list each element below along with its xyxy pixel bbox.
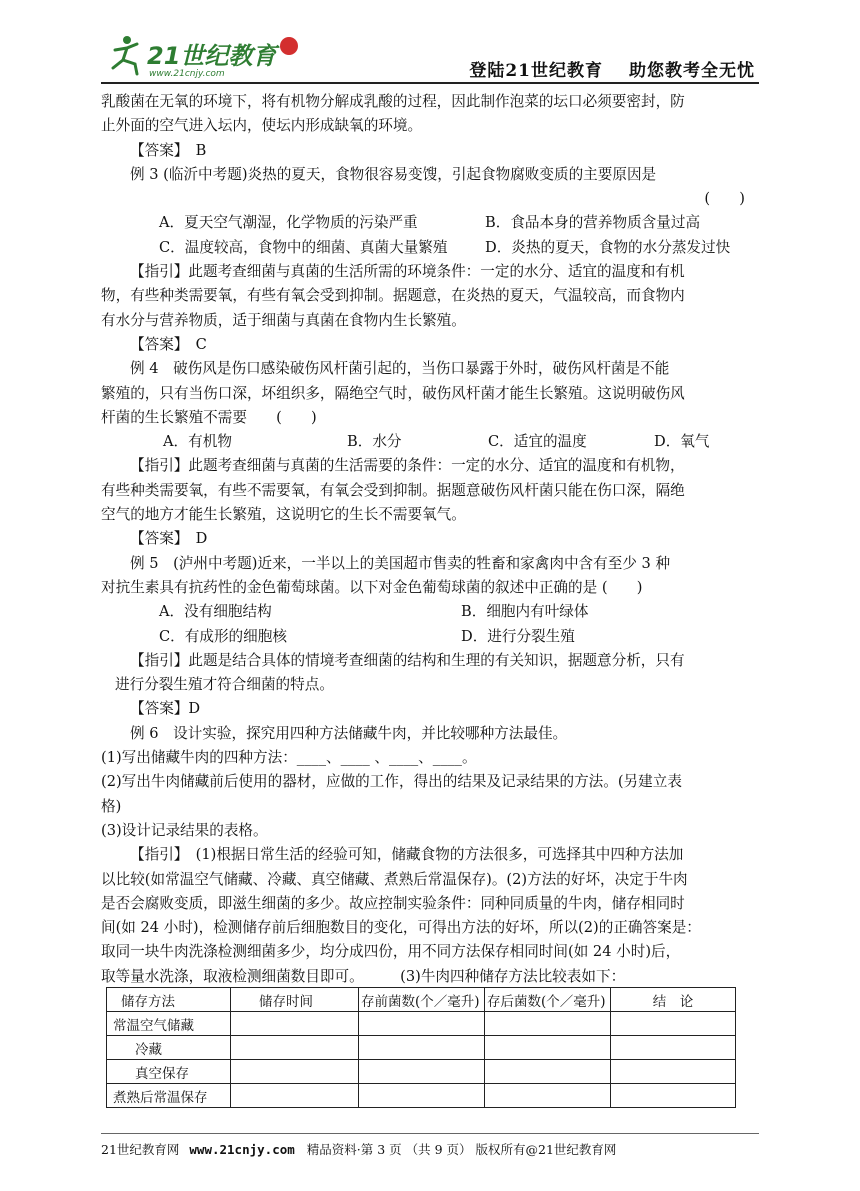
table-cell [485, 1012, 611, 1036]
text-line: (3)设计记录结果的表格。 [101, 821, 268, 839]
text-line: 繁殖的，只有当伤口深，坏组织多，隔绝空气时，破伤风杆菌才能生长繁殖。这说明破伤风 [101, 384, 685, 402]
hint-line: 【指引】此题考查细菌与真菌的生活所需的环境条件：一定的水分、适宜的温度和有机 [130, 263, 685, 281]
option: C．有成形的细胞核 [159, 627, 287, 645]
option: D．进行分裂生殖 [461, 627, 575, 645]
option: A．夏天空气潮湿，化学物质的污染严重 [159, 214, 418, 232]
table-cell [611, 1012, 736, 1036]
table-cell [231, 1060, 359, 1084]
table-cell [359, 1084, 485, 1108]
footer-site-link[interactable]: www.21cnjy.com [189, 1142, 295, 1157]
table-cell [359, 1012, 485, 1036]
table-header-cell: 储存方法 [107, 988, 231, 1012]
option-row [101, 625, 759, 649]
table-cell [231, 1036, 359, 1060]
logo-url: www.21cnjy.com [149, 69, 225, 79]
hint-line: 【指引】此题是结合具体的情境考查细菌的结构和生理的有关知识，据题意分析，只有 [130, 651, 685, 669]
option-row [101, 236, 759, 260]
table-header-row [107, 988, 736, 1012]
text-line: 进行分裂生殖才符合细菌的特点。 [115, 676, 334, 694]
option: B．细胞内有叶绿体 [461, 603, 589, 621]
table-row [107, 1012, 736, 1036]
option: C．适宜的温度 [488, 433, 587, 451]
text-line: 物，有些种类需要氧，有些有氧会受到抑制。据题意，在炎热的夏天，气温较高，而食物内 [101, 287, 685, 305]
table-cell [485, 1036, 611, 1060]
document-body [101, 90, 759, 989]
option-row [101, 430, 759, 454]
text-line: 取同一块牛肉洗涤检测细菌多少，均分成四份，用不同方法保存相同时间(如 24 小时)后， [101, 943, 681, 961]
table-header-cell: 存后菌数(个／毫升) [485, 988, 611, 1012]
table-header-cell: 存前菌数(个／毫升) [359, 988, 485, 1012]
table-cell [611, 1060, 736, 1084]
apple-icon [280, 37, 298, 55]
table-cell [611, 1084, 736, 1108]
option: B．水分 [347, 433, 402, 451]
slogan-right: 助您教考全无忧 [629, 61, 755, 81]
text-line: 以比较(如常温空气储藏、冷藏、真空储藏、煮熟后常温保存)。(2)方法的好坏，决定于牛肉 [101, 870, 688, 888]
text-line: 取等量水洗涤，取液检测细菌数目即可。 (3)牛肉四种储存方法比较表如下： [101, 967, 626, 985]
text-line: 空气的地方才能生长繁殖，这说明它的生长不需要氧气。 [101, 506, 466, 524]
option: D．炎热的夏天，食物的水分蒸发过快 [485, 238, 731, 256]
hint-line: 【指引】 (1)根据日常生活的经验可知，储藏食物的方法很多，可选择其中四种方法加 [130, 846, 684, 864]
table-header-cell: 结 论 [611, 988, 736, 1012]
text-line: (1)写出储藏牛肉的四种方法：____、____ 、____、____。 [101, 749, 477, 767]
text-line: 杆菌的生长繁殖不需要 ( ) [101, 408, 317, 426]
option: B．食品本身的营养物质含量过高 [485, 214, 701, 232]
text-line: 是否会腐败变质，即滋生细菌的多少。故应控制实验条件：同种同质量的牛肉，储存相同时 [101, 894, 685, 912]
option-row [101, 211, 759, 235]
page-header [101, 20, 759, 80]
text-line: 有水分与营养物质，适于细菌与真菌在食物内生长繁殖。 [101, 311, 466, 329]
answer-line: 【答案】 B [130, 141, 207, 159]
table-row [107, 1036, 736, 1060]
answer-line: 【答案】 C [130, 335, 207, 353]
answer-blank: ( ) [704, 190, 745, 208]
page-footer [101, 1133, 759, 1158]
running-figure-icon [113, 36, 137, 74]
option: A．没有细胞结构 [159, 603, 272, 621]
logo-wordmark: 21世纪教育 [147, 42, 277, 70]
text-line: 止外面的空气进入坛内，使坛内形成缺氧的环境。 [101, 117, 423, 135]
table-cell [359, 1060, 485, 1084]
table-cell [231, 1012, 359, 1036]
text-line: 间(如 24 小时)，检测储存前后细胞数目的变化，可得出方法的好坏，所以(2)的正确答案是： [101, 919, 701, 937]
answer-line: 【答案】 D [130, 530, 208, 548]
table-cell: 真空保存 [107, 1060, 231, 1084]
question-line: 例 5 (泸州中考题)近来，一半以上的美国超市售卖的牲畜和家禽肉中含有至少 3 种 [130, 554, 671, 572]
option: D．氧气 [654, 433, 710, 451]
text-line: (2)写出牛肉储藏前后使用的器材，应做的工作，得出的结果及记录结果的方法。(另建立表 [101, 773, 682, 791]
table-row [107, 1060, 736, 1084]
table-cell [231, 1084, 359, 1108]
question-line: 例 3 (临沂中考题)炎热的夏天，食物很容易变馊，引起食物腐败变质的主要原因是 [130, 165, 657, 183]
question-line: 例 6 设计实验，探究用四种方法储藏牛肉，并比较哪种方法最佳。 [130, 724, 568, 742]
table-row [107, 1084, 736, 1108]
table-header-cell: 储存时间 [231, 988, 359, 1012]
option-row [101, 600, 759, 624]
text-line: 乳酸菌在无氧的环境下，将有机物分解成乳酸的过程，因此制作泡菜的坛口必须要密封，防 [101, 93, 685, 110]
table-cell [359, 1036, 485, 1060]
table-cell [485, 1084, 611, 1108]
option: C．温度较高，食物中的细菌、真菌大量繁殖 [159, 238, 448, 256]
table-cell: 常温空气储藏 [107, 1012, 231, 1036]
table-cell [611, 1036, 736, 1060]
hint-line: 【指引】此题考查细菌与真菌的生活需要的条件：一定的水分、适宜的温度和有机物， [130, 457, 685, 475]
table-cell: 冷藏 [107, 1036, 231, 1060]
21cnjy-logo [107, 32, 307, 80]
footer-left: 21世纪教育网 [101, 1142, 180, 1157]
table-cell: 煮熟后常温保存 [107, 1084, 231, 1108]
question-line: 例 4 破伤风是伤口感染破伤风杆菌引起的，当伤口暴露于外时，破伤风杆菌是不能 [130, 360, 670, 378]
slogan-left: 登陆21世纪教育 [469, 61, 603, 81]
text-line: 有些种类需要氧，有些不需要氧，有氧会受到抑制。据题意破伤风杆菌只能在伤口深，隔绝 [101, 481, 685, 499]
header-divider [101, 82, 759, 84]
footer-right: 精品资料·第 3 页 （共 9 页） 版权所有@21世纪教育网 [306, 1142, 617, 1157]
text-line: 格) [101, 797, 122, 815]
header-slogan [443, 56, 755, 81]
answer-line: 【答案】D [130, 700, 201, 718]
option: A．有机物 [163, 433, 232, 451]
table-cell [485, 1060, 611, 1084]
text-line: 对抗生素具有抗药性的金色葡萄球菌。以下对金色葡萄球菌的叙述中正确的是 ( ) [101, 578, 643, 596]
storage-method-table [106, 987, 736, 1108]
